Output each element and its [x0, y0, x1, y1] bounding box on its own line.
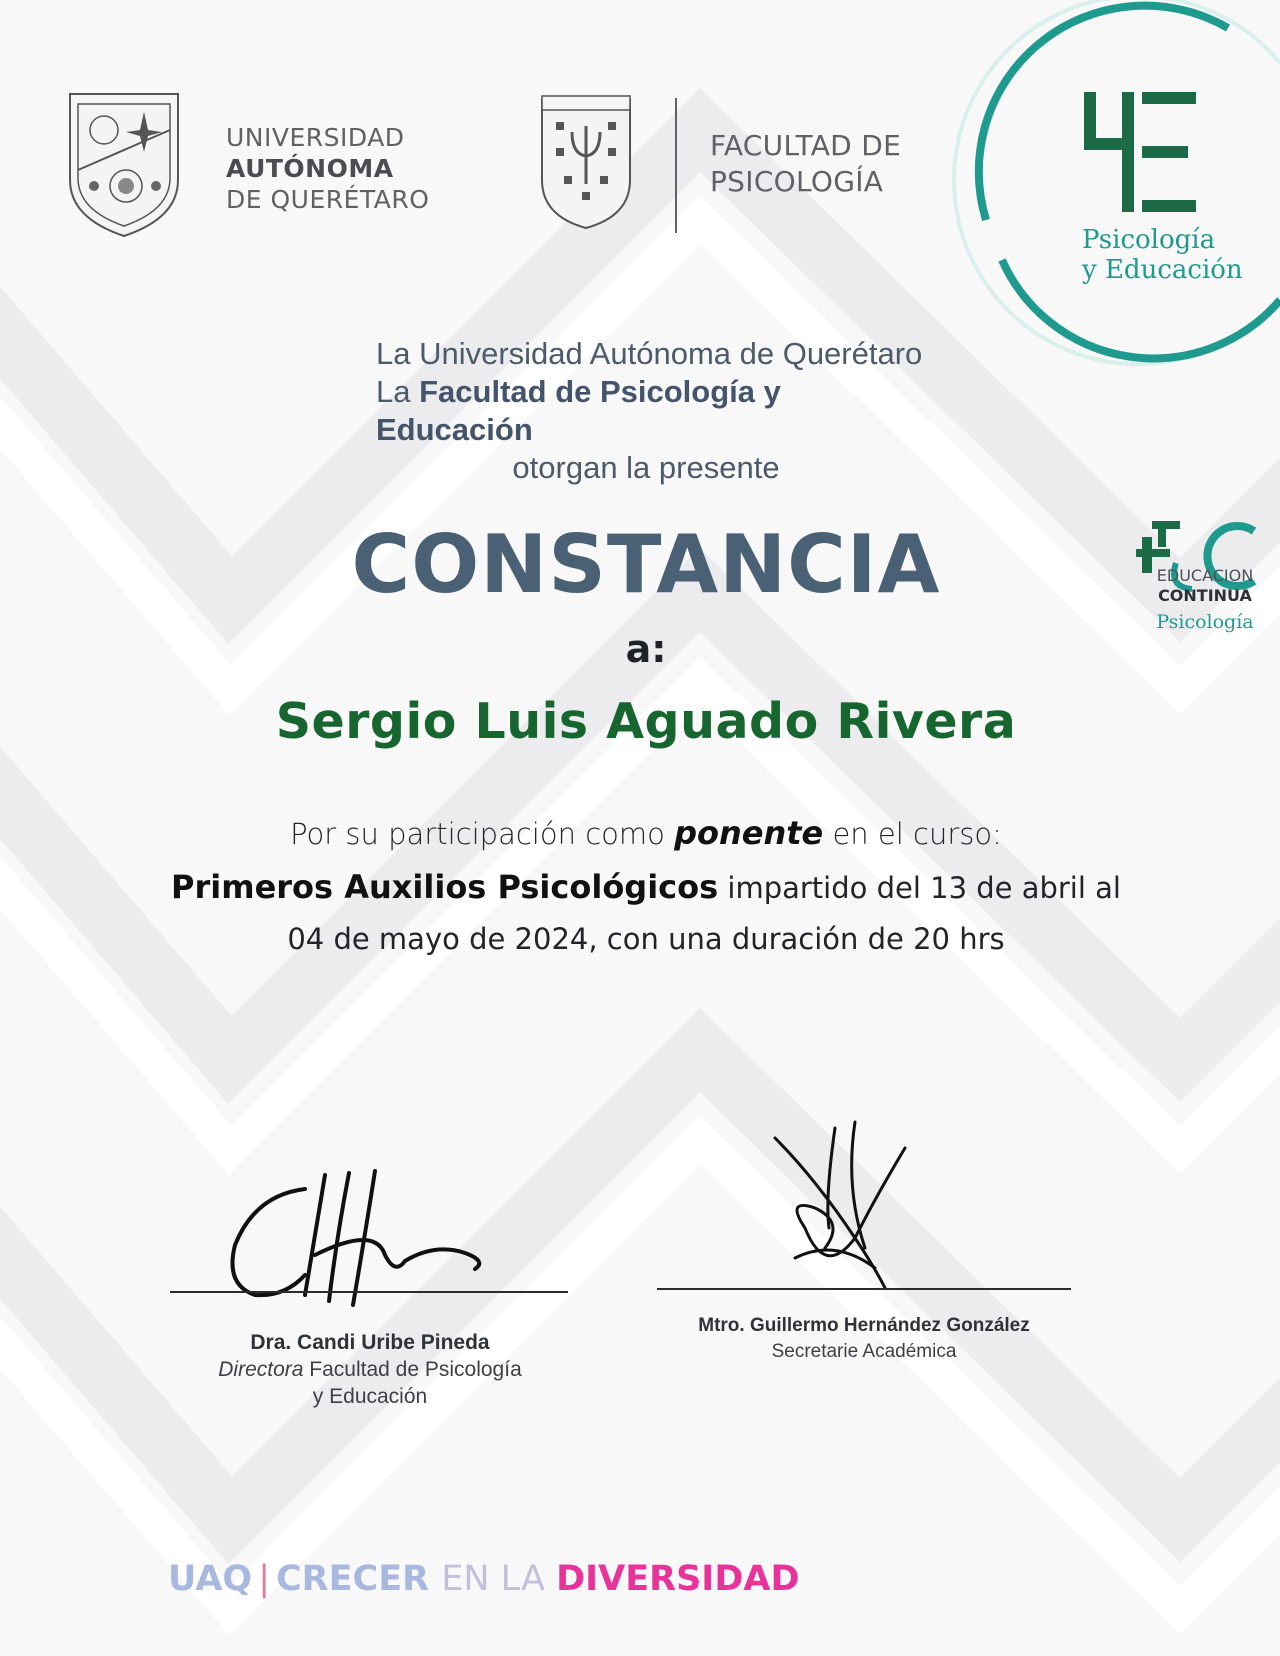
issuer-line2	[376, 373, 936, 449]
ec-line1: EDUCACION	[1156, 566, 1254, 585]
course-name: Primeros Auxilios Psicológicos	[171, 868, 719, 906]
issuer-line2-prefix: La	[376, 374, 420, 409]
signer2-name: Mtro. Guillermo Hernández González	[698, 1315, 1030, 1336]
faculty-line2: PSICOLOGÍA	[710, 165, 884, 198]
uaq-shield-logo	[66, 90, 182, 240]
footer-diversidad: DIVERSIDAD	[556, 1559, 800, 1599]
ec-line2: CONTINUA	[1158, 586, 1252, 605]
footer-uaq: UAQ	[168, 1559, 253, 1599]
pe-logo-text2: y Educación	[1082, 255, 1243, 285]
faculty-line1: FACULTAD DE	[710, 129, 902, 162]
issuer-line1: La Universidad Autónoma de Querétaro	[376, 336, 923, 371]
footer-slogan	[168, 1555, 868, 1603]
footer-separator: |	[258, 1559, 270, 1599]
course-line	[0, 866, 1280, 909]
to-label: a:	[625, 627, 667, 671]
uaq-line2: AUTÓNOMA	[226, 154, 394, 183]
signer1-role-line2: y Educación	[312, 1385, 428, 1408]
uaq-line1: UNIVERSIDAD	[226, 123, 405, 152]
recipient-name: Sergio Luis Aguado Rivera	[275, 693, 1017, 750]
footer-crecer: CRECER	[275, 1559, 442, 1599]
footer-en-la: EN LA	[441, 1559, 557, 1599]
signer1-name: Dra. Candi Uribe Pineda	[250, 1331, 490, 1354]
psicologia-educacion-logo	[942, 0, 1280, 382]
participation-suffix: en el curso:	[823, 817, 1002, 851]
issuer-line2-faculty: Facultad de Psicología y Educación	[376, 374, 781, 447]
course-dates-part1: impartido del 13 de abril al	[718, 871, 1121, 905]
participation-role: ponente	[674, 814, 824, 852]
faculty-wordmark	[710, 128, 930, 200]
course-dates-part2: 04 de mayo de 2024, con una duración de 20 hrs	[287, 922, 1005, 956]
signature-line-2	[657, 1288, 1071, 1290]
signature-2	[765, 1118, 935, 1313]
signature-line-1	[170, 1291, 568, 1293]
signer1-role-rest: Facultad de Psicología	[303, 1358, 522, 1381]
participation-prefix: Por su participación como	[290, 817, 675, 851]
header-divider	[675, 98, 677, 233]
signer2-role: Secretarie Académica	[771, 1341, 957, 1362]
certificate-title: CONSTANCIA	[351, 518, 941, 611]
participation-text	[0, 812, 1280, 855]
ec-line3: Psicología	[1156, 611, 1254, 633]
signer1-role-title: Directora	[218, 1358, 304, 1381]
uaq-wordmark	[226, 122, 466, 215]
faculty-seal-logo	[538, 92, 634, 232]
uaq-line3: DE QUERÉTARO	[226, 185, 430, 214]
grant-text: otorgan la presente	[512, 450, 780, 485]
pe-logo-text1: Psicología	[1082, 225, 1216, 255]
signer1-role	[170, 1357, 570, 1383]
signature-1	[225, 1165, 525, 1310]
